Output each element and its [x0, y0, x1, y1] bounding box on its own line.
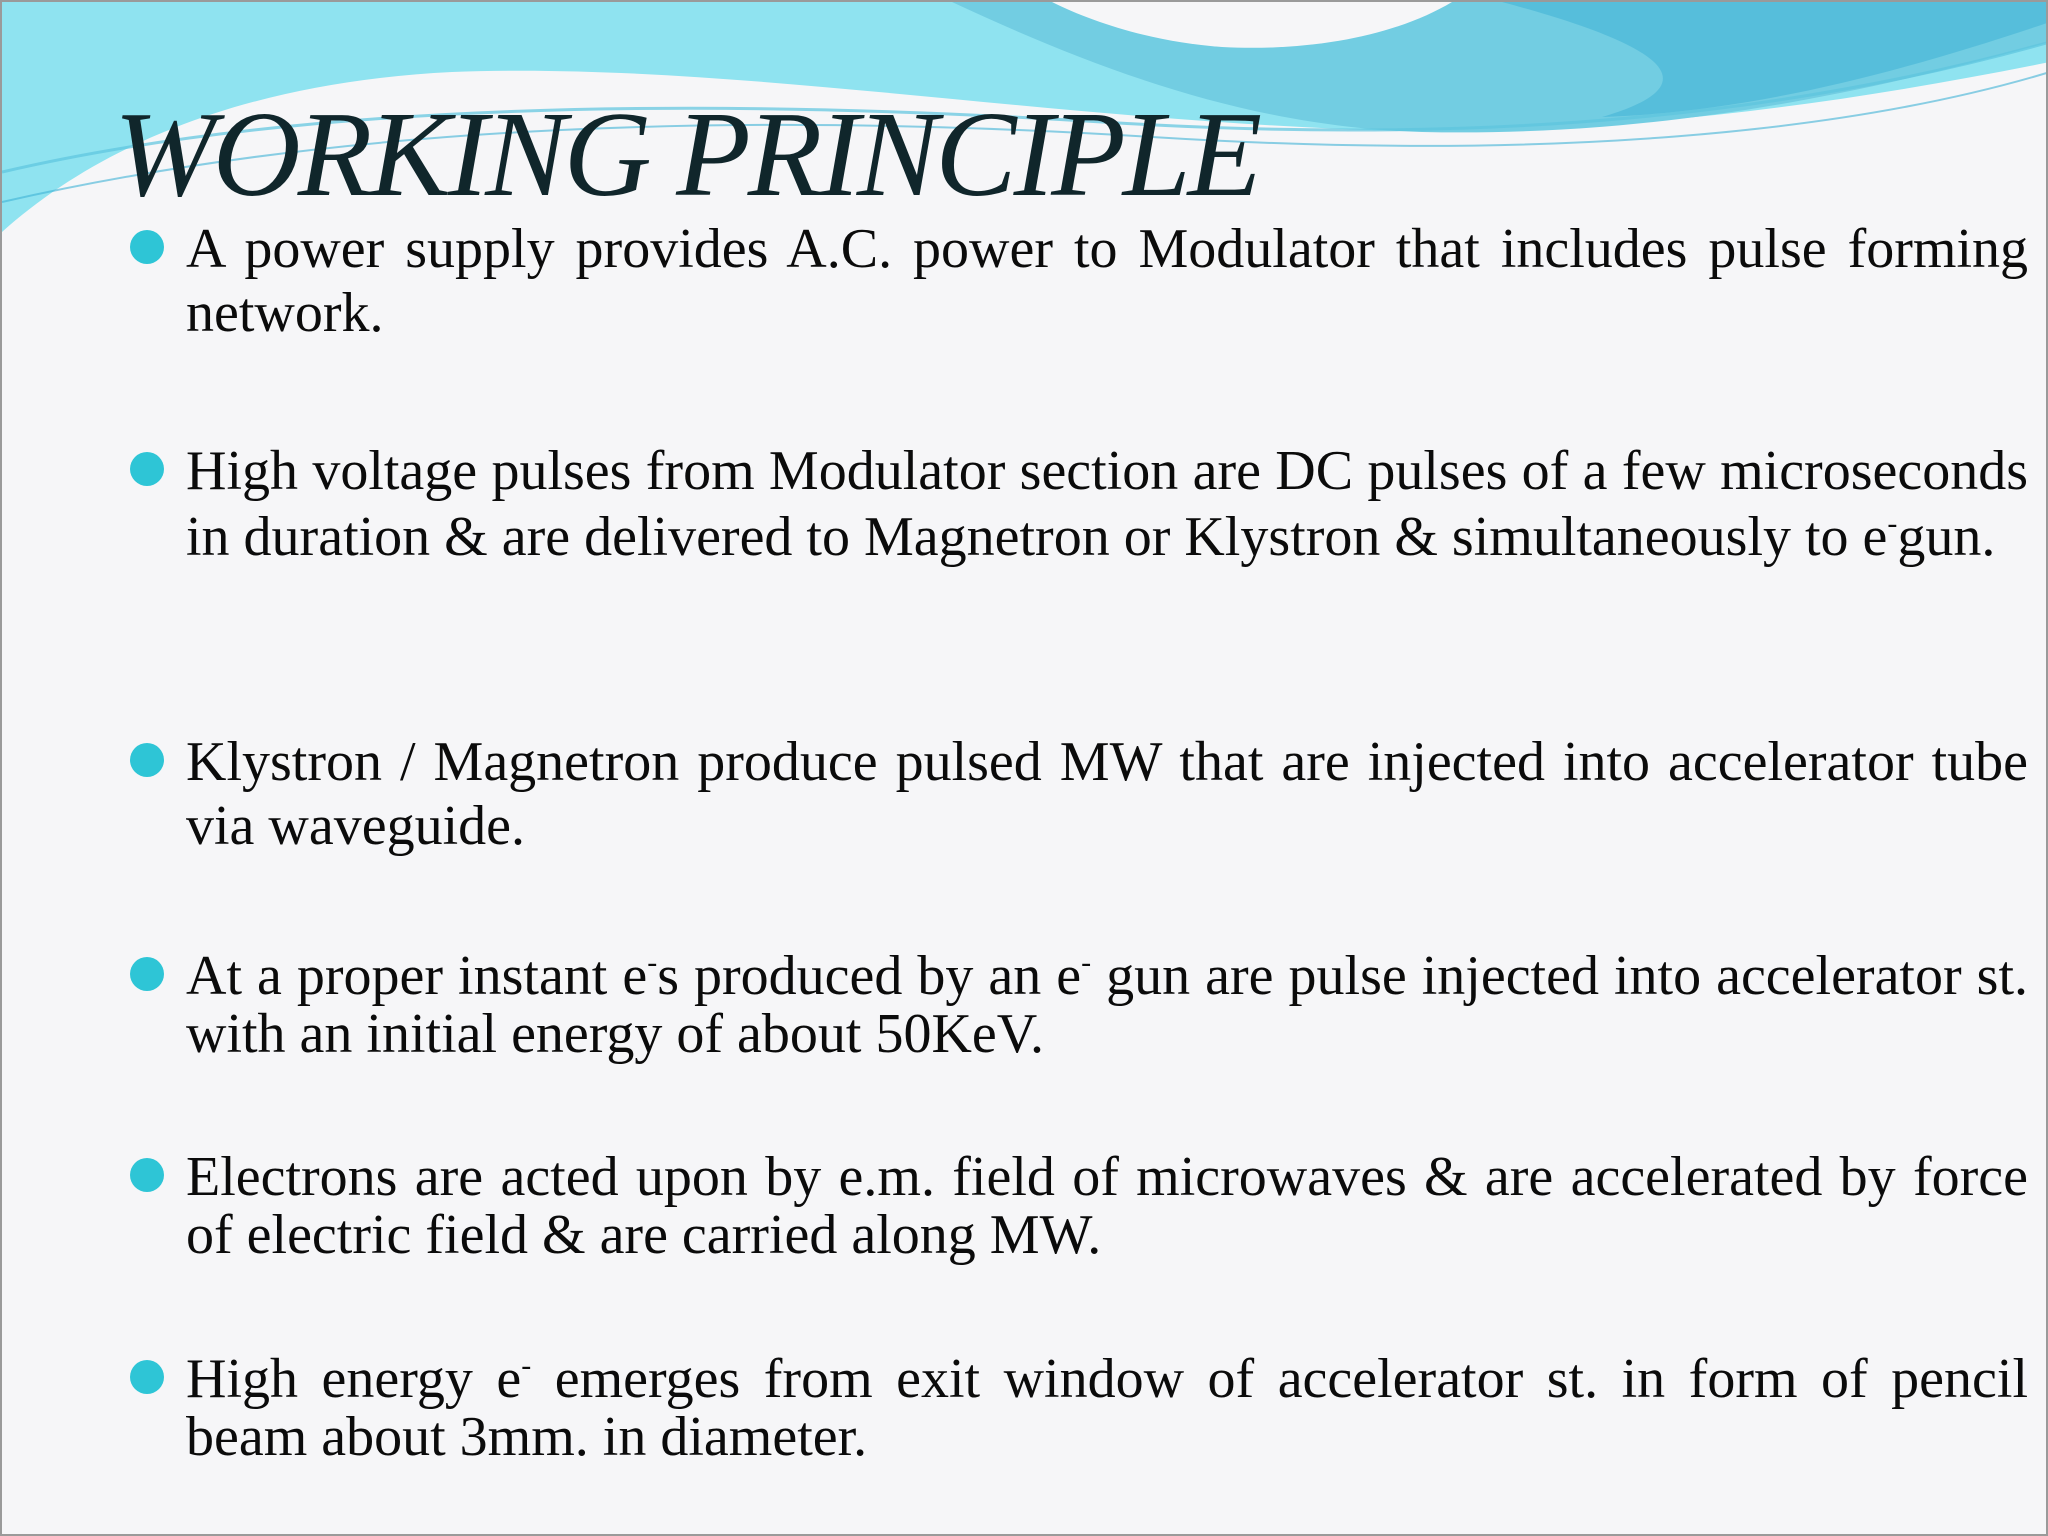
- slide-title: WORKING PRINCIPLE: [114, 87, 1260, 222]
- bullet-list: [2, 2, 2048, 1536]
- bullet-dot-icon: [130, 957, 164, 991]
- bullet-text: Electrons are acted upon by e.m. field of microwaves & are accelerated by force of electric field & are carried along MW.: [186, 1146, 2028, 1266]
- bullet-item: [186, 217, 2028, 345]
- bullet-text: A power supply provides A.C. power to Modulator that includes pulse forming network.: [186, 218, 2028, 344]
- bullet-item: [186, 730, 2028, 858]
- bullet-text: High energy e- emerges from exit window of accelerator st. in form of pencil beam about 3mm. in diameter.: [186, 1348, 2029, 1468]
- bullet-item: [186, 1350, 2028, 1466]
- bullet-dot-icon: [130, 1360, 164, 1394]
- bullet-text: At a proper instant e-s produced by an e- gun are pulse injected into accelerator st. with an initial energy of about 50KeV.: [186, 945, 2029, 1065]
- bullet-item: [186, 438, 2028, 570]
- bullet-dot-icon: [130, 452, 164, 486]
- bullet-dot-icon: [130, 1158, 164, 1192]
- bullet-item: [186, 947, 2028, 1063]
- bullet-text: Klystron / Magnetron produce pulsed MW that are injected into accelerator tube via waveguide.: [186, 731, 2028, 857]
- bullet-dot-icon: [130, 230, 164, 264]
- bullet-item: [186, 1148, 2028, 1264]
- bullet-text: High voltage pulses from Modulator section are DC pulses of a few microseconds in duration & are delivered to Magnetron or Klystron & simultaneously to e-gun.: [186, 440, 2028, 568]
- bullet-dot-icon: [130, 743, 164, 777]
